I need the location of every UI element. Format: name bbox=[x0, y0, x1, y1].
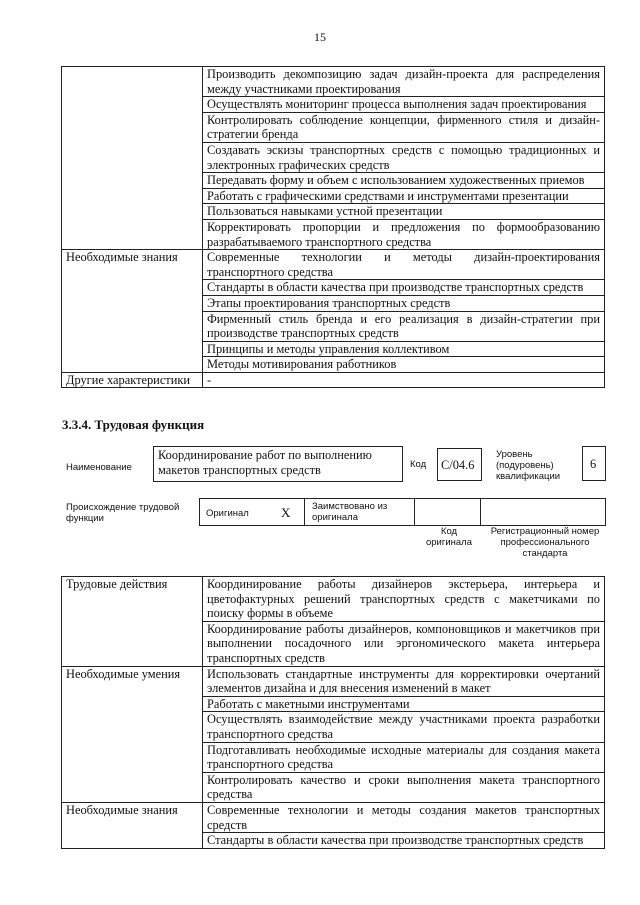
row-item: Пользоваться навыками устной презентации bbox=[203, 204, 605, 220]
row-item: Стандарты в области качества при производстве транспортных средств bbox=[203, 280, 605, 296]
function-name-value: Координирование работ по выполнению макетов транспортных средств bbox=[158, 448, 372, 477]
table-row bbox=[62, 577, 605, 622]
row-item: Контролировать соблюдение концепции, фирменного стиля и дизайн-стратегии бренда bbox=[203, 112, 605, 142]
table-row bbox=[62, 666, 605, 696]
original-mark: X bbox=[281, 505, 291, 520]
table-row bbox=[62, 802, 605, 832]
row-item: Корректировать пропорции и предложения по формообразованию разрабатываемого транспортного средства bbox=[203, 219, 605, 249]
row-item: Стандарты в области качества при производстве транспортных средств bbox=[203, 833, 605, 849]
row-item: Осуществлять мониторинг процесса выполнения задач проектирования bbox=[203, 97, 605, 113]
row-item: Работать с макетными инструментами bbox=[203, 696, 605, 712]
row-item: Использовать стандартные инструменты для корректировки очертаний элементов дизайна и для внесения изменений в макет bbox=[203, 666, 605, 696]
row-item: Подготавливать необходимые исходные материалы для создания макета транспортного средства bbox=[203, 742, 605, 772]
row-item: Принципы и методы управления коллективом bbox=[203, 341, 605, 357]
code-original-cell bbox=[414, 498, 481, 526]
reg-number-caption: Регистрационный номер профессионального стандарта bbox=[490, 526, 600, 559]
code-original-caption: Код оригинала bbox=[425, 526, 472, 548]
row-item: Создавать эскизы транспортных средств с помощью традиционных и электронных графических средств bbox=[203, 142, 605, 172]
code-label: Код bbox=[410, 459, 427, 470]
row-label: Трудовые действия bbox=[62, 577, 203, 667]
code-value: С/04.6 bbox=[441, 458, 475, 472]
row-label: Другие характеристики bbox=[62, 372, 203, 388]
section-title: 3.3.4. Трудовая функция bbox=[62, 417, 205, 432]
original-label: Оригинал bbox=[206, 508, 249, 519]
reg-number-cell bbox=[480, 498, 606, 526]
row-item: Методы мотивирования работников bbox=[203, 357, 605, 373]
level-label: Уровень (подуровень) квалификации bbox=[496, 449, 561, 482]
row-item: Передавать форму и объем с использованием художественных приемов bbox=[203, 173, 605, 189]
row-label: Необходимые знания bbox=[62, 250, 203, 373]
row-item: Работать с графическими средствами и инструментами презентации bbox=[203, 188, 605, 204]
row-item: Современные технологии и методы дизайн-проектирования транспортного средства bbox=[203, 250, 605, 280]
row-item: Осуществлять взаимодействие между участниками проекта разработки транспортного средства bbox=[203, 712, 605, 742]
row-item: Современные технологии и методы создания макетов транспортных средств bbox=[203, 802, 605, 832]
row-label: Необходимые знания bbox=[62, 802, 203, 848]
row-label bbox=[62, 67, 203, 250]
row-item: Координирование работы дизайнеров экстерьера, интерьера и цветофактурных решений транспортных средств с макетчиками по поиску формы в объеме bbox=[203, 577, 605, 622]
borrowed-label: Заимствовано из оригинала bbox=[312, 501, 388, 523]
table-row bbox=[62, 372, 605, 388]
row-item: Производить декомпозицию задач дизайн-проекта для распределения между участниками проектирования bbox=[203, 67, 605, 97]
table-row bbox=[62, 250, 605, 280]
row-item: Фирменный стиль бренда и его реализация в дизайн-стратегии при производстве транспортных средств bbox=[203, 311, 605, 341]
origin-label: Происхождение трудовой функции bbox=[66, 502, 180, 524]
labor-function-table bbox=[61, 576, 605, 849]
row-label: Необходимые умения bbox=[62, 666, 203, 802]
row-item: Контролировать качество и сроки выполнения макета транспортного средства bbox=[203, 772, 605, 802]
row-item: Координирование работы дизайнеров, компоновщиков и макетчиков при выполнении посадочного или эргономического макета интерьера транспортных средств bbox=[203, 621, 605, 666]
name-label: Наименование bbox=[66, 462, 132, 473]
row-item: Этапы проектирования транспортных средств bbox=[203, 295, 605, 311]
level-value: 6 bbox=[590, 457, 597, 471]
page-number: 15 bbox=[314, 30, 326, 44]
row-item: - bbox=[203, 372, 605, 388]
table-row bbox=[62, 67, 605, 97]
skills-knowledge-table bbox=[61, 66, 605, 388]
